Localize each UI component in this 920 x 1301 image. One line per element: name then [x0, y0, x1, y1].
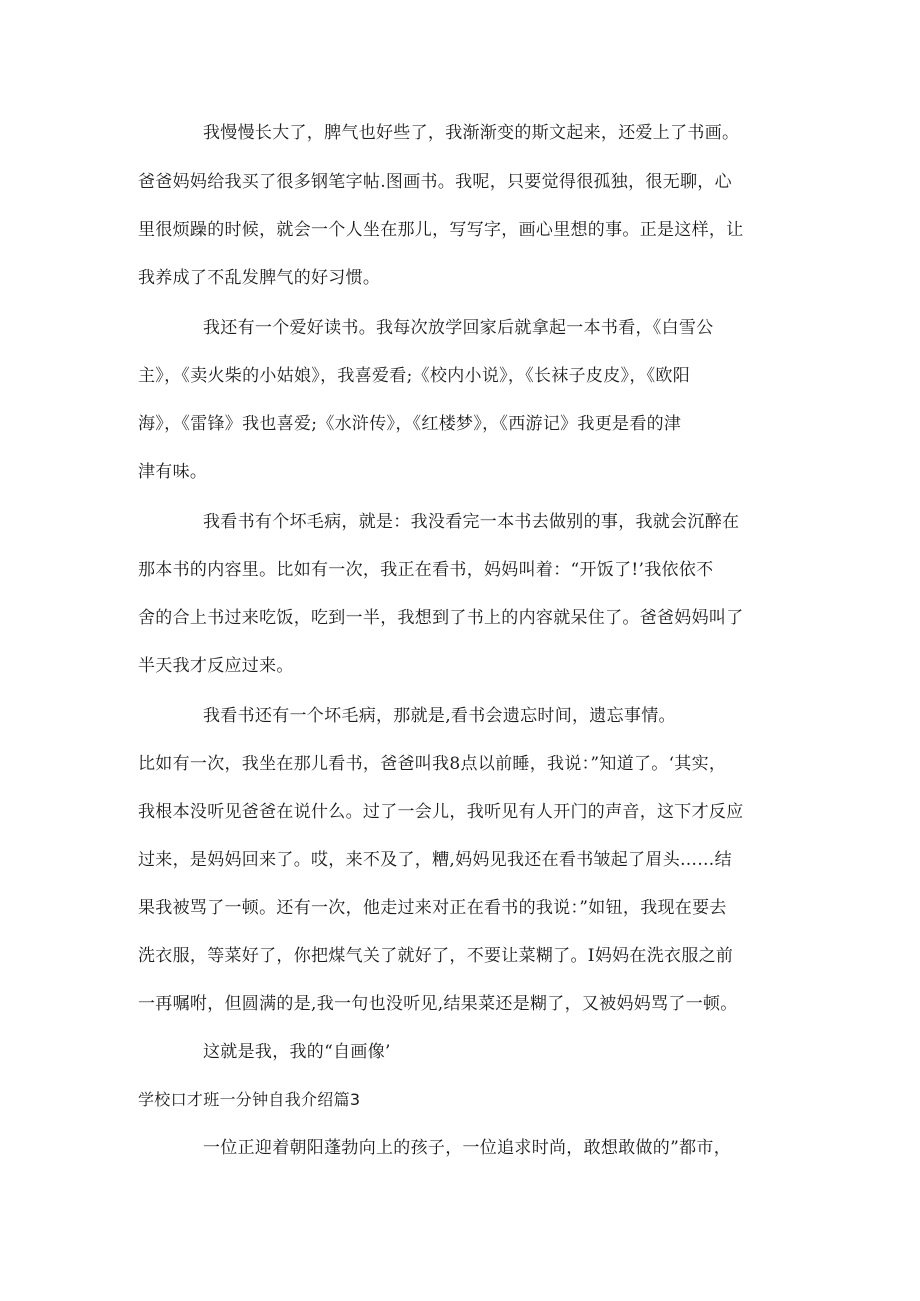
paragraph-line: 我还有一个爱好读书。我每次放学回家后就拿起一本书看，《白雪公 [203, 318, 714, 338]
paragraph-line: 一位正迎着朝阳蓬勃向上的孩子，一位追求时尚，敢想敢做的”都市， [203, 1138, 731, 1158]
paragraph-line: 果我被骂了一顿。还有一次，他走过来对正在看书的我说：”如钮，我现在要去 [138, 898, 727, 918]
paragraph-line: 一再嘱咐，但圆满的是,我一句也没听见,结果菜还是糊了，又被妈妈骂了一顿。 [138, 994, 738, 1014]
paragraph-line: 洗衣服，等菜好了，你把煤气关了就好了，不要让菜糊了。I妈妈在洗衣服之前 [138, 946, 734, 966]
section-heading: 学校口才班一分钟自我介绍篇3 [138, 1090, 361, 1109]
paragraph-line: 爸爸妈妈给我买了很多钢笔字帖.图画书。我呢，只要觉得很孤独，很无聊，心 [138, 172, 732, 192]
paragraph-line: 主》，《卖火柴的小姑娘》，我喜爱看;《校内小说》，《长袜子皮皮》，《欧阳 [138, 366, 691, 386]
paragraph-line: 过来，是妈妈回来了。哎，来不及了，糟,妈妈见我还在看书皱起了眉头……结 [138, 850, 732, 870]
paragraph-line: 舍的合上书过来吃饭，吃到一半，我想到了书上的内容就呆住了。爸爸妈妈叫了 [138, 608, 744, 628]
paragraph-line: 那本书的内容里。比如有一次，我正在看书，妈妈叫着：“开饭了!’我依依不 [138, 560, 714, 580]
paragraph-line: 津有味。 [138, 462, 208, 482]
paragraph-line: 我养成了不乱发脾气的好习惯。 [138, 268, 381, 288]
paragraph-line: 这就是我，我的“自画像’ [203, 1042, 391, 1062]
paragraph-line: 海》，《雷锋》我也喜爱;《水浒传》，《红楼梦》，《西游记》我更是看的津 [138, 414, 682, 434]
paragraph-line: 半天我才反应过来。 [138, 656, 294, 676]
paragraph-line: 我慢慢长大了，脾气也好些了，我渐渐变的斯文起来，还爱上了书画。 [203, 123, 740, 143]
paragraph-line: 比如有一次，我坐在那儿看书，爸爸叫我8点以前睡，我说：”知道了。‘其实， [138, 754, 727, 774]
paragraph-line: 我根本没听见爸爸在说什么。过了一会儿，我听见有人开门的声音，这下才反应 [138, 802, 744, 822]
paragraph-line: 我看书还有一个坏毛病，那就是,看书会遗忘时间，遗忘事情。 [203, 706, 676, 726]
paragraph-line: 我看书有个坏毛病，就是：我没看完一本书去做别的事，我就会沉醉在 [203, 512, 740, 532]
paragraph-line: 里很烦躁的时候，就会一个人坐在那儿，写写字，画心里想的事。正是这样，让 [138, 220, 744, 240]
